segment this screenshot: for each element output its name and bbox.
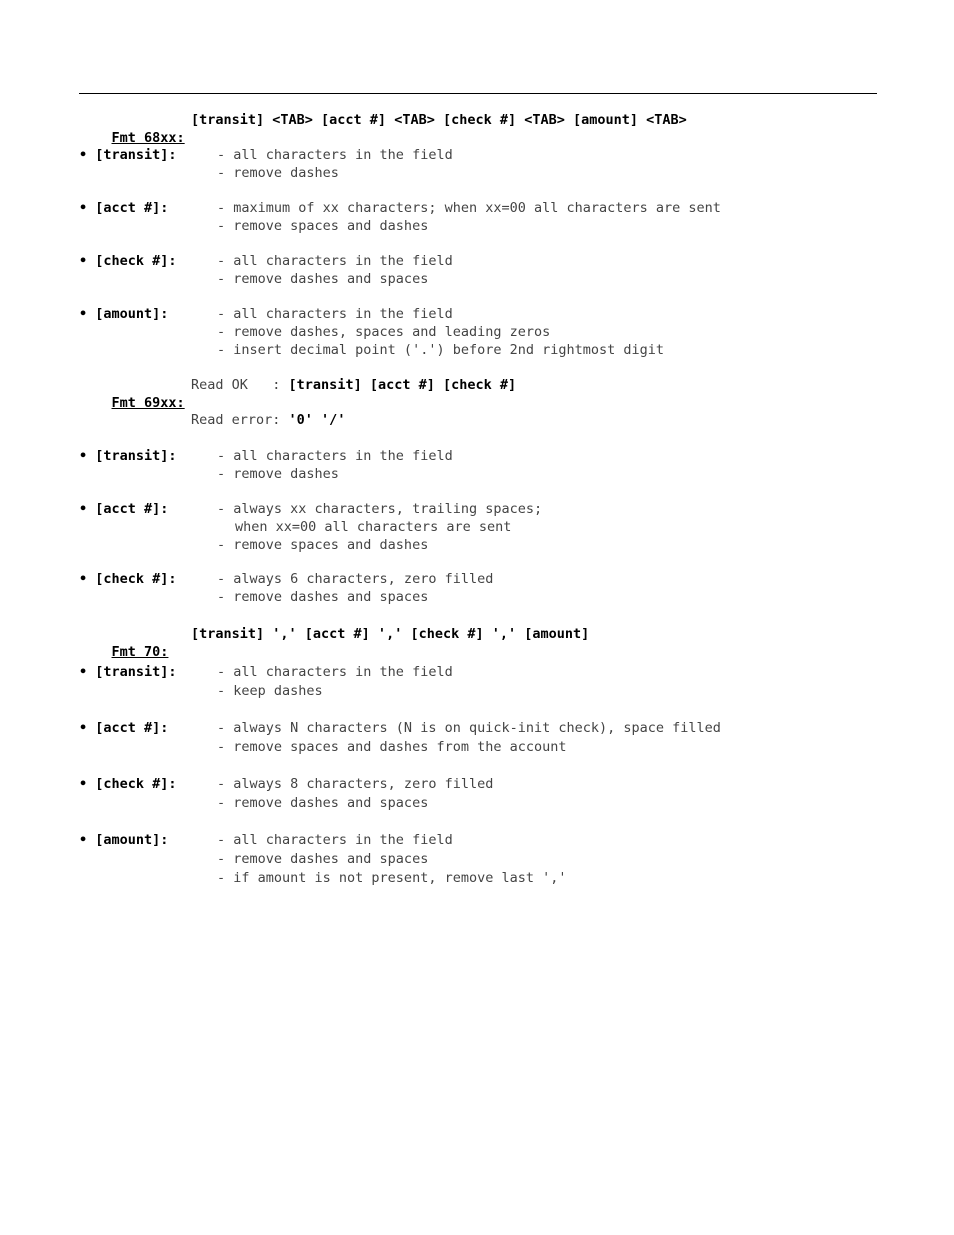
rule-item: - if amount is not present, remove last ',' — [217, 870, 567, 886]
read-ok-value: [transit] [acct #] [check #] — [288, 377, 517, 393]
rule-list — [217, 305, 664, 359]
field-label: • [acct #]: — [79, 720, 169, 736]
rule-item: - remove dashes — [217, 466, 339, 482]
rule-item: - remove spaces and dashes — [217, 537, 429, 553]
rule-item: - always 8 characters, zero filled — [217, 776, 494, 792]
read-error-value: '0' '/' — [288, 412, 346, 428]
rule-item: - always 6 characters, zero filled — [217, 571, 494, 587]
rule-item: - insert decimal point ('.') before 2nd rightmost digit — [217, 342, 665, 358]
field-label: • [acct #]: — [79, 200, 169, 216]
rule-item: - all characters in the field — [217, 306, 453, 322]
rule-item: - all characters in the field — [217, 832, 453, 848]
field-label: • [amount]: — [79, 832, 169, 848]
rule-list — [217, 831, 567, 888]
rule-list — [217, 146, 453, 182]
rule-item: - all characters in the field — [217, 448, 453, 464]
rule-list — [217, 775, 493, 813]
rule-list — [217, 719, 721, 757]
fmt69-name: Fmt 69xx: — [111, 395, 185, 411]
read-error-label: Read error: — [191, 412, 289, 428]
rule-item: - always N characters (N is on quick-init check), space filled — [217, 720, 721, 736]
rule-list — [217, 252, 453, 288]
field-label: • [transit]: — [79, 147, 177, 163]
rule-list — [217, 199, 721, 235]
rule-item: - remove spaces and dashes from the account — [217, 739, 567, 755]
rule-item: - remove dashes, spaces and leading zeros — [217, 324, 551, 340]
rule-item: - all characters in the field — [217, 147, 453, 163]
fmt70-header — [79, 625, 869, 660]
rule-item: - all characters in the field — [217, 664, 453, 680]
fmt68-header — [79, 111, 869, 146]
rule-item: - keep dashes — [217, 683, 323, 699]
rule-item: - remove dashes and spaces — [217, 851, 429, 867]
field-label: • [amount]: — [79, 306, 169, 322]
rule-list — [217, 500, 542, 554]
rule-item: - remove dashes and spaces — [217, 271, 429, 287]
field-label: • [acct #]: — [79, 501, 169, 517]
fmt69-read-ok — [191, 376, 516, 394]
field-label: • [check #]: — [79, 253, 177, 269]
fmt68-layout: [transit] <TAB> [acct #] <TAB> [check #] <TAB> [amount] <TAB> — [191, 112, 687, 128]
rule-item: - remove dashes — [217, 165, 339, 181]
rule-item: - remove dashes and spaces — [217, 589, 429, 605]
rule-item: - remove dashes and spaces — [217, 795, 429, 811]
fmt68-name: Fmt 68xx: — [111, 130, 185, 146]
rule-item: - always xx characters, trailing spaces; — [217, 501, 543, 517]
field-label: • [transit]: — [79, 664, 177, 680]
rule-item: - all characters in the field — [217, 253, 453, 269]
rule-list — [217, 570, 493, 606]
fmt70-name: Fmt 70: — [111, 644, 169, 660]
read-ok-label: Read OK : — [191, 377, 289, 393]
header-rule — [79, 93, 877, 94]
field-label: • [check #]: — [79, 571, 177, 587]
rule-item: when xx=00 all characters are sent — [235, 519, 512, 535]
field-label: • [check #]: — [79, 776, 177, 792]
rule-list — [217, 663, 453, 701]
fmt69-header — [79, 376, 185, 411]
rule-item: - maximum of xx characters; when xx=00 all characters are sent — [217, 200, 721, 216]
fmt70-layout: [transit] ',' [acct #] ',' [check #] ',' [amount] — [191, 626, 590, 642]
field-label: • [transit]: — [79, 448, 177, 464]
rule-item: - remove spaces and dashes — [217, 218, 429, 234]
fmt69-read-error — [191, 411, 345, 429]
rule-list — [217, 447, 453, 483]
